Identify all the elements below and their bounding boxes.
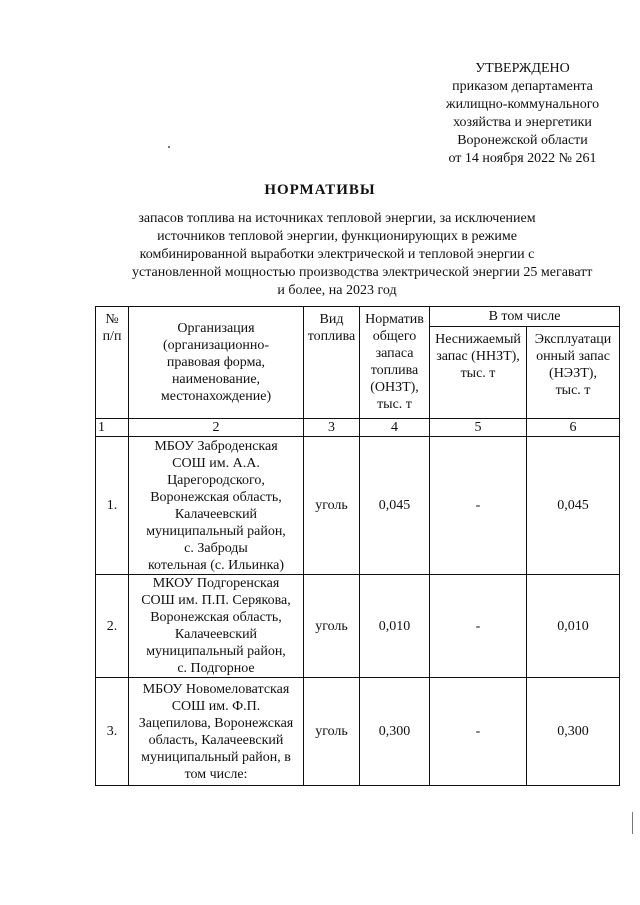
header-onzt: Норматив общего запаса топлива (ОНЗТ), тыс. т [360, 307, 430, 419]
organization-cell: МБОУ Заброденская СОШ им. А.А. Царегородского, Воронежская область, Калачеевский муниципальный район, с. Заброды котельная (с. Ильинка) [129, 437, 304, 575]
organization-cell: МБОУ Новомеловатская СОШ им. Ф.П. Зацепилова, Воронежская область, Калачеевский муниципальный район, в том числе: [129, 678, 304, 786]
nnzt-cell: - [430, 678, 527, 786]
fuel-cell: уголь [304, 575, 360, 678]
header-nnzt: Неснижаемый запас (ННЗТ), тыс. т [430, 327, 527, 419]
table-row [96, 575, 620, 678]
subtitle-line: источников тепловой энергии, функционирующих в режиме [157, 229, 517, 244]
document-title: НОРМАТИВЫ [264, 182, 376, 198]
table-row [96, 678, 620, 786]
table-row [96, 437, 620, 575]
approval-stamp [420, 60, 625, 168]
organization-cell: МКОУ Подгоренская СОШ им. П.П. Серякова, Воронежская область, Калачеевский муниципальный район, с. Подгорное [129, 575, 304, 678]
onzt-cell: 0,300 [360, 678, 430, 786]
nezt-cell: 0,010 [527, 575, 620, 678]
column-number: 6 [527, 419, 620, 437]
column-number: 3 [304, 419, 360, 437]
scan-speck [632, 812, 633, 834]
column-number: 1 [96, 419, 129, 437]
onzt-cell: 0,045 [360, 437, 430, 575]
row-number: 3. [96, 678, 129, 786]
header-fuel-type: Вид топлива [304, 307, 360, 419]
approval-line: УТВЕРЖДЕНО [475, 61, 570, 76]
header-organization: Организация (организационно- правовая форма, наименование, местонахождение) [129, 307, 304, 419]
fuel-cell: уголь [304, 678, 360, 786]
nnzt-cell: - [430, 575, 527, 678]
row-number: 1. [96, 437, 129, 575]
header-num: № п/п [96, 307, 129, 419]
document-subtitle [132, 210, 593, 300]
subtitle-line: комбинированной выработки электрической и тепловой энергии с [139, 247, 535, 262]
approval-line: от 14 ноября 2022 № 261 [448, 151, 597, 166]
subtitle-line: установленной мощностью производства электрической энергии 25 мегаватт [132, 265, 593, 280]
column-number: 5 [430, 419, 527, 437]
nezt-cell: 0,045 [527, 437, 620, 575]
column-number: 2 [129, 419, 304, 437]
header-including: В том числе [430, 307, 620, 327]
subtitle-line: и более, на 2023 год [277, 283, 397, 298]
column-number: 4 [360, 419, 430, 437]
approval-line: Воронежской области [457, 133, 588, 148]
scan-speck [168, 146, 170, 148]
row-number: 2. [96, 575, 129, 678]
header-nezt: Эксплуатаци онный запас (НЭЗТ), тыс. т [527, 327, 620, 419]
norms-table [95, 306, 620, 786]
column-numbers-row [96, 419, 620, 437]
approval-line: жилищно-коммунального [445, 97, 600, 112]
nnzt-cell: - [430, 437, 527, 575]
approval-line: приказом департамента [452, 79, 593, 94]
nezt-cell: 0,300 [527, 678, 620, 786]
approval-line: хозяйства и энергетики [453, 115, 592, 130]
onzt-cell: 0,010 [360, 575, 430, 678]
fuel-cell: уголь [304, 437, 360, 575]
subtitle-line: запасов топлива на источниках тепловой энергии, за исключением [138, 211, 536, 226]
